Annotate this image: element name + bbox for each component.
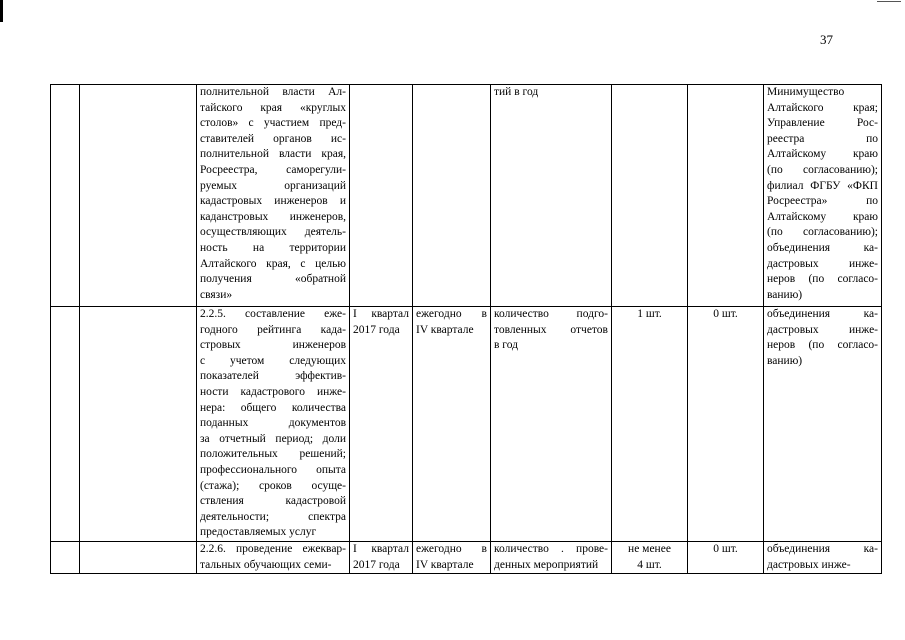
cell-line: Алтайского края;: [767, 101, 878, 114]
cell-line: в год: [494, 339, 519, 352]
cell-line: 0 шт.: [713, 308, 738, 320]
cell-line: 2.2.5. составление еже-: [200, 308, 346, 320]
cell-line: с учетом следующих: [200, 354, 346, 367]
cell-line: реестра по: [767, 132, 878, 145]
cell-line: Алтайского края, с целью: [200, 257, 346, 270]
cell-line: (по согласованию);: [767, 163, 878, 176]
cell-line: 2017 года: [353, 323, 400, 336]
cell-line: ствления кадастровой: [200, 495, 346, 508]
cell-line: ставителей органов ис-: [200, 132, 346, 145]
cell-line: Алтайскому краю: [767, 210, 878, 223]
cell-frequency: [413, 307, 491, 542]
cell-line: Управление Рос-: [767, 117, 878, 130]
cell-line: неров (по согласо-: [767, 273, 878, 286]
cell-line: Росреестра» по: [767, 195, 878, 208]
cell-baseline: [688, 85, 764, 307]
cell-line: (стажа); сроков осуще-: [200, 479, 346, 492]
cell-line: товленных отчетов: [494, 323, 608, 336]
table-body: [51, 85, 882, 574]
scan-corner-line: [877, 1, 901, 2]
cell-number: [51, 541, 80, 573]
cell-line: объединения ка-: [767, 542, 878, 555]
cell-line: объединения ка-: [767, 308, 878, 320]
cell-period: [350, 541, 413, 573]
cell-line: IV квартале: [416, 323, 474, 336]
cell-line: 0 шт.: [713, 542, 738, 555]
cell-period: [350, 85, 413, 307]
cell-indicator: [491, 85, 612, 307]
cell-baseline: [688, 541, 764, 573]
measures-table: [50, 84, 882, 574]
cell-line: дастровых инже-: [767, 323, 878, 336]
cell-line: 1 шт.: [637, 308, 662, 320]
cell-line: ванию): [767, 354, 803, 367]
cell-line: Алтайскому краю: [767, 148, 878, 161]
cell-line: профессионального опыта: [200, 463, 346, 476]
cell-blank: [80, 307, 197, 542]
cell-line: I квартал: [353, 308, 409, 320]
cell-line: тайского края «круглых: [200, 101, 346, 114]
cell-baseline: [688, 307, 764, 542]
cell-line: ежегодно в: [416, 308, 487, 320]
cell-frequency: [413, 541, 491, 573]
cell-indicator: [491, 541, 612, 573]
cell-blank: [80, 85, 197, 307]
cell-line: количество . прове-: [494, 542, 608, 555]
cell-line: дастровых инже-: [767, 257, 878, 270]
cell-action: [197, 307, 350, 542]
cell-executors: [764, 307, 882, 542]
cell-line: за отчетный период; доли: [200, 432, 346, 445]
cell-line: положительных решений;: [200, 448, 346, 461]
cell-line: Росреестра, саморегули-: [200, 163, 346, 176]
cell-line: стровых инженеров: [200, 339, 346, 352]
cell-line: полнительной власти края,: [200, 148, 346, 161]
cell-line: 2.2.6. проведение ежеквар-: [200, 542, 346, 555]
cell-line: тальных обучающих семи-: [200, 558, 332, 571]
scan-edge-mark: [0, 0, 3, 22]
cell-line: деятельности; спектра: [200, 510, 346, 523]
cell-line: филиал ФГБУ «ФКП: [767, 179, 878, 192]
cell-line: каданстровых инженеров,: [200, 210, 346, 223]
cell-line: осуществляющих деятель-: [200, 226, 346, 239]
cell-number: [51, 307, 80, 542]
cell-line: столов» с участием пред-: [200, 117, 346, 130]
cell-line: (по согласованию);: [767, 226, 878, 239]
cell-line: поданных документов: [200, 417, 346, 430]
cell-line: ность на территории: [200, 241, 346, 254]
cell-line: денных мероприятий: [494, 558, 599, 571]
cell-blank: [80, 541, 197, 573]
cell-line: Минимущество: [767, 86, 845, 98]
cell-line: предоставляемых услуг: [200, 526, 317, 539]
cell-number: [51, 85, 80, 307]
cell-line: показателей эффектив-: [200, 370, 346, 383]
cell-line: тий в год: [494, 86, 539, 98]
cell-line: ванию): [767, 288, 803, 301]
cell-target: [612, 307, 688, 542]
cell-target: [612, 85, 688, 307]
cell-target: [612, 541, 688, 573]
cell-period: [350, 307, 413, 542]
cell-line: неров (по согласо-: [767, 339, 878, 352]
table-row: [51, 307, 882, 542]
cell-line: руемых организаций: [200, 179, 346, 192]
cell-frequency: [413, 85, 491, 307]
cell-action: [197, 85, 350, 307]
table-row: [51, 541, 882, 573]
cell-line: не менее: [628, 542, 671, 555]
cell-line: IV квартале: [416, 558, 474, 571]
cell-line: количество подго-: [494, 308, 608, 320]
cell-executors: [764, 85, 882, 307]
cell-executors: [764, 541, 882, 573]
table-row: [51, 85, 882, 307]
cell-action: [197, 541, 350, 573]
cell-line: нера: общего количества: [200, 401, 346, 414]
cell-line: получения «обратной: [200, 273, 346, 286]
page-number: 37: [820, 32, 833, 47]
cell-line: кадастровых инженеров и: [200, 195, 346, 208]
cell-line: полнительной власти Ал-: [200, 86, 346, 98]
cell-line: дастровых инже-: [767, 558, 851, 571]
cell-line: 4 шт.: [637, 558, 662, 571]
cell-line: годного рейтинга када-: [200, 323, 346, 336]
cell-line: ности кадастрового инже-: [200, 385, 346, 398]
cell-line: 2017 года: [353, 558, 400, 571]
cell-line: I квартал: [353, 542, 409, 555]
cell-line: объединения ка-: [767, 241, 878, 254]
cell-line: ежегодно в: [416, 542, 487, 555]
cell-indicator: [491, 307, 612, 542]
cell-line: связи»: [200, 288, 233, 301]
